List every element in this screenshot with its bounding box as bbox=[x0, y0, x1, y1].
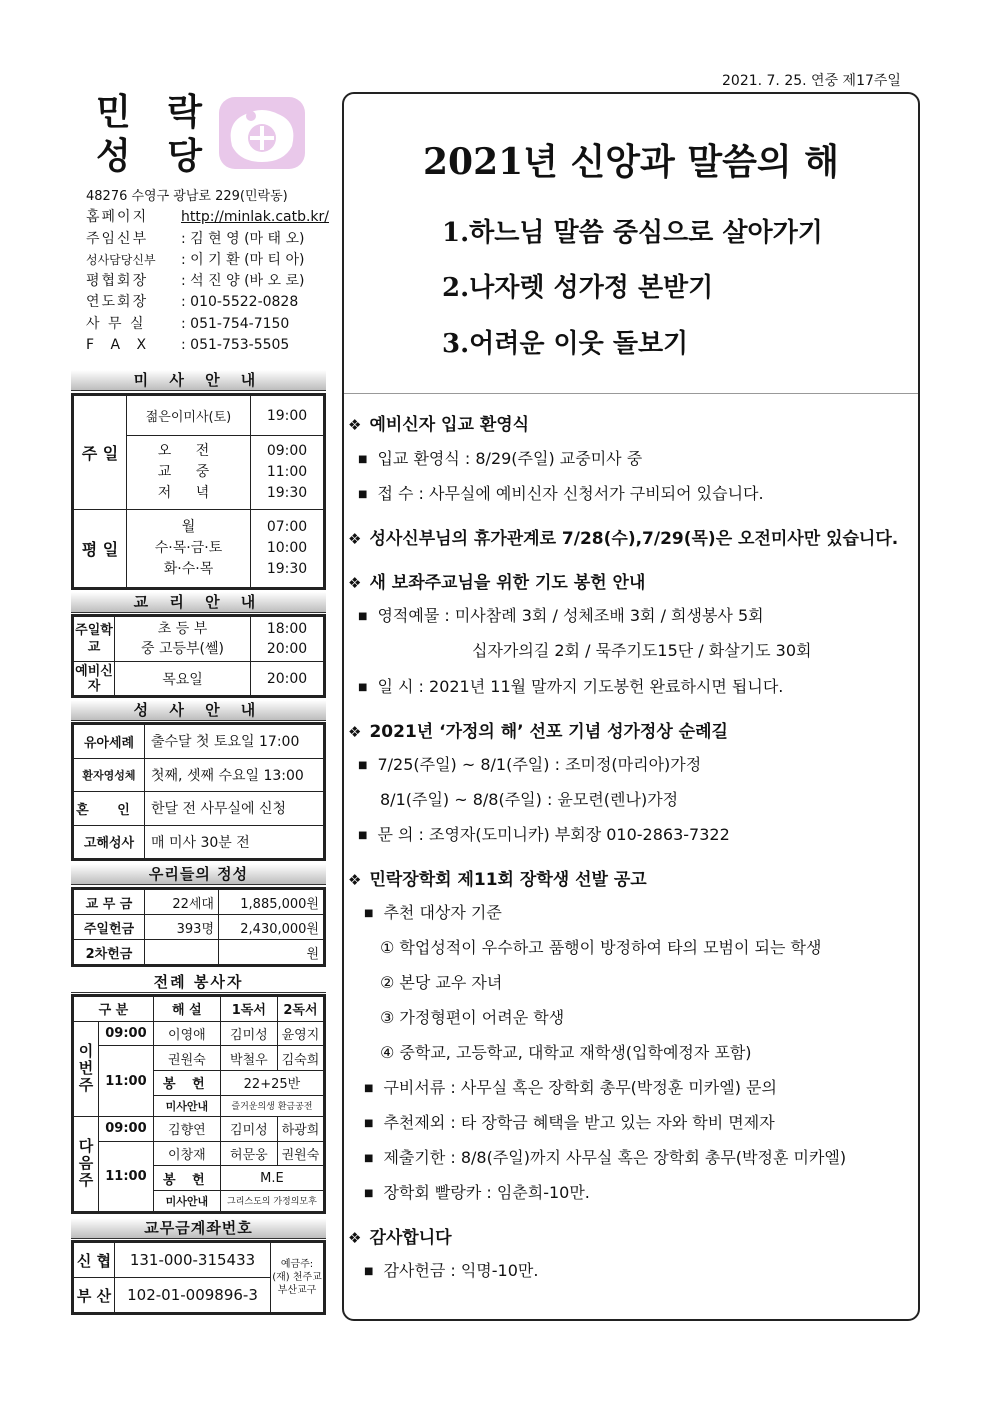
sacraments-heading: 성 사 안 내 bbox=[71, 700, 326, 721]
column-header: 2독서 bbox=[277, 997, 323, 1022]
catechism-heading: 교 리 안 내 bbox=[71, 592, 326, 613]
offertory-label: 봉 헌 bbox=[153, 1166, 220, 1191]
notice-item: ■ 영적예물 : 미사참례 3회 / 성체조배 3회 / 희생봉사 5회 bbox=[358, 603, 764, 626]
sunday-label: 주 일 bbox=[74, 396, 127, 510]
mass-time: 07:00 bbox=[266, 519, 308, 535]
sacrament-info: 한달 전 사무실에 신청 bbox=[145, 792, 324, 826]
criteria-item: ① 학업성적이 우수하고 품행이 방정하여 타의 모범이 되는 학생 bbox=[380, 938, 822, 957]
mass-time: 11:00 bbox=[266, 464, 308, 480]
this-week-label: 이번주 bbox=[74, 1021, 99, 1116]
server-name: 김미성 bbox=[220, 1116, 277, 1141]
notice-item: ■ 입교 환영식 : 8/29(주일) 교중미사 중 bbox=[358, 446, 642, 469]
server-name: 이창재 bbox=[153, 1141, 220, 1166]
goal-item: 2.나자렛 성가정 본받기 bbox=[442, 273, 714, 303]
catechumen-label: 예비신자 bbox=[75, 663, 113, 694]
info-value: : 051-753-5505 bbox=[181, 337, 290, 354]
mass-name: 월 bbox=[181, 519, 196, 535]
sacraments-table bbox=[71, 722, 326, 861]
server-name: 박철우 bbox=[220, 1046, 277, 1071]
account-table bbox=[71, 1240, 326, 1315]
goal-item: 3.어려운 이웃 돌보기 bbox=[442, 329, 689, 359]
notice-item: ■ 추천제외 : 타 장학금 혜택을 받고 있는 자와 학비 면제자 bbox=[364, 1110, 775, 1133]
class-time: 20:00 bbox=[266, 641, 308, 657]
usher-value: 즐거운의생 환금공전 bbox=[220, 1095, 323, 1116]
catechumen-day: 목요일 bbox=[115, 662, 251, 696]
bank-name: 부 산 bbox=[74, 1278, 115, 1313]
mass-name: 젊은이미사(토) bbox=[127, 396, 251, 436]
class-name: 중 고등부(쎌) bbox=[141, 641, 224, 657]
weekday-label: 평 일 bbox=[74, 510, 127, 588]
church-logo-icon bbox=[218, 96, 306, 170]
mass-name: 오 전 bbox=[157, 443, 220, 459]
notice-item: ■ 감사헌금 : 익명-10만. bbox=[364, 1258, 538, 1281]
church-name-line1: 민 락 bbox=[96, 91, 215, 133]
server-name: 권원숙 bbox=[153, 1046, 220, 1071]
server-name: 김숙희 bbox=[277, 1046, 323, 1071]
server-name: 하광희 bbox=[277, 1116, 323, 1141]
offering-heading: 우리들의 정성 bbox=[71, 864, 326, 885]
divider bbox=[344, 393, 918, 394]
info-label: F A X bbox=[86, 337, 153, 354]
mass-time: 09:00 bbox=[99, 1116, 154, 1141]
criteria-item: ③ 가정형편이 어려운 학생 bbox=[380, 1008, 565, 1027]
usher-label: 미사안내 bbox=[153, 1095, 220, 1116]
server-name: 이영애 bbox=[153, 1021, 220, 1046]
notice-item: ■ 구비서류 : 사무실 혹은 장학회 총무(박정훈 미카엘) 문의 bbox=[364, 1075, 777, 1098]
offertory-label: 봉 헌 bbox=[153, 1071, 220, 1096]
offering-count: 22세대 bbox=[145, 890, 219, 915]
notice-item: ■ 제출기한 : 8/8(주일)까지 사무실 혹은 장학회 총무(박정훈 미카엘) bbox=[364, 1145, 846, 1168]
usher-label: 미사안내 bbox=[153, 1190, 220, 1211]
next-week-label: 다음주 bbox=[74, 1116, 99, 1211]
mass-time: 11:00 bbox=[99, 1141, 154, 1211]
server-name: 김향연 bbox=[153, 1116, 220, 1141]
info-value: : 051-754-7150 bbox=[181, 315, 290, 332]
bulletin-date: 2021. 7. 25. 연중 제17주일 bbox=[722, 73, 901, 89]
info-label: 사 무 실 bbox=[86, 315, 146, 332]
mass-time: 09:00 bbox=[266, 443, 308, 459]
section-heading: ❖ 새 보좌주교님을 위한 기도 봉헌 안내 bbox=[348, 568, 645, 593]
notice-item-cont: 십자가의길 2회 / 묵주기도15단 / 화살기도 30회 bbox=[472, 641, 812, 660]
section-heading: ❖ 2021년 ‘가정의 해’ 선포 기념 성가정상 순례길 bbox=[348, 717, 728, 742]
info-label: 성사담당신부 bbox=[86, 252, 156, 267]
info-value: : 이 기 환 (마 티 아) bbox=[181, 251, 305, 268]
church-info bbox=[86, 186, 336, 356]
column-header: 1독서 bbox=[220, 997, 277, 1022]
mass-schedule-heading: 미 사 안 내 bbox=[71, 370, 326, 391]
notice-item: ■ 일 시 : 2021년 11월 말까지 기도봉헌 완료하시면 됩니다. bbox=[358, 674, 783, 697]
mass-time: 19:30 bbox=[266, 561, 308, 577]
criteria-item: ④ 중학교, 고등학교, 대학교 재학생(입학예정자 포함) bbox=[380, 1043, 752, 1062]
sacrament-info: 출수달 첫 토요일 17:00 bbox=[145, 725, 324, 759]
notice-item: ■ 문 의 : 조영자(도미니카) 부회장 010-2863-7322 bbox=[358, 822, 730, 845]
mass-time: 19:00 bbox=[251, 396, 324, 436]
mass-schedule-table bbox=[71, 393, 326, 590]
offering-name: 주일헌금 bbox=[74, 915, 145, 940]
info-value: : 010-5522-0828 bbox=[181, 294, 299, 311]
offering-table bbox=[71, 887, 326, 967]
usher-value: 그리스도의 가정의모후 bbox=[220, 1190, 323, 1211]
sunday-school-label: 주일학교 bbox=[74, 617, 115, 662]
info-value: : 김 현 영 (마 태 오) bbox=[181, 230, 305, 247]
class-name: 초 등 부 bbox=[157, 621, 208, 637]
offertory-value: M.E bbox=[220, 1166, 323, 1191]
bank-name: 신 협 bbox=[74, 1243, 115, 1278]
section-heading: ❖ 성사신부님의 휴가관계로 7/28(수),7/29(목)은 오전미사만 있습니다. bbox=[348, 524, 898, 549]
account-holder: 예금주: (재) 천주교 부산교구 bbox=[271, 1243, 324, 1313]
server-name: 윤영지 bbox=[277, 1021, 323, 1046]
mass-time: 09:00 bbox=[99, 1021, 154, 1046]
info-label: 주임신부 bbox=[86, 230, 149, 247]
year-theme-title: 2021년 신앙과 말씀의 해 bbox=[422, 141, 839, 183]
server-name: 김미성 bbox=[220, 1021, 277, 1046]
account-number: 131-000-315433 bbox=[115, 1243, 271, 1278]
sacrament-name: 고해성사 bbox=[74, 825, 145, 859]
info-label: 홈페이지 bbox=[86, 209, 149, 226]
server-name: 허문웅 bbox=[220, 1141, 277, 1166]
mass-time: 10:00 bbox=[266, 540, 308, 556]
servers-table bbox=[71, 994, 326, 1214]
offertory-value: 22+25반 bbox=[220, 1071, 323, 1096]
sacrament-info: 첫째, 셋째 수요일 13:00 bbox=[145, 758, 324, 792]
server-name: 권원숙 bbox=[277, 1141, 323, 1166]
sacrament-name: 유아세례 bbox=[74, 725, 145, 759]
offering-amount: 원 bbox=[219, 940, 324, 965]
offering-name: 교 무 금 bbox=[74, 890, 145, 915]
section-heading: ❖ 예비신자 입교 환영식 bbox=[348, 410, 529, 435]
mass-time: 19:30 bbox=[266, 485, 308, 501]
notice-item: ■ 7/25(주일) ~ 8/1(주일) : 조미정(마리아)가정 bbox=[358, 752, 701, 775]
mass-name: 화·수·목 bbox=[163, 561, 214, 577]
section-heading: ❖ 민락장학회 제11회 장학생 선발 공고 bbox=[348, 865, 647, 890]
account-heading: 교무금계좌번호 bbox=[71, 1218, 326, 1239]
catechumen-time: 20:00 bbox=[251, 662, 324, 696]
column-header: 해 설 bbox=[153, 997, 220, 1022]
notice-item: ■ 접 수 : 사무실에 예비신자 신청서가 구비되어 있습니다. bbox=[358, 481, 764, 504]
notice-item: ■ 추천 대상자 기준 bbox=[364, 900, 502, 923]
class-time: 18:00 bbox=[266, 621, 308, 637]
homepage-link[interactable]: http://minlak.catb.kr/ bbox=[181, 209, 329, 226]
offering-count bbox=[145, 940, 219, 965]
mass-name: 교 중 bbox=[157, 464, 220, 480]
info-label: 연도회장 bbox=[86, 294, 149, 311]
catechism-table bbox=[71, 614, 326, 698]
offering-name: 2차헌금 bbox=[74, 940, 145, 965]
info-value: : 석 진 양 (바 오 로) bbox=[181, 273, 305, 290]
church-name bbox=[96, 90, 214, 178]
mass-name: 저 녁 bbox=[157, 485, 220, 501]
info-label: 평협회장 bbox=[86, 273, 149, 290]
notice-item: ■ 장학회 빨랑카 : 임춘희-10만. bbox=[364, 1180, 590, 1203]
sacrament-info: 매 미사 30분 전 bbox=[145, 825, 324, 859]
column-header: 구 분 bbox=[74, 997, 154, 1022]
offering-amount: 2,430,000원 bbox=[219, 915, 324, 940]
offering-count: 393명 bbox=[145, 915, 219, 940]
church-address: 48276 수영구 광남로 229(민락동) bbox=[86, 189, 288, 204]
mass-time: 11:00 bbox=[99, 1046, 154, 1116]
servers-heading: 전례 봉사자 bbox=[71, 972, 326, 993]
church-name-line2: 성 당 bbox=[96, 135, 215, 177]
sacrament-name: 환자영성체 bbox=[74, 758, 145, 792]
notice-item-cont: 8/1(주일) ~ 8/8(주일) : 윤모련(렌나)가정 bbox=[380, 790, 679, 809]
section-heading: ❖ 감사합니다 bbox=[348, 1223, 452, 1248]
sacrament-name: 혼 인 bbox=[74, 792, 145, 826]
mass-name: 수·목·금·토 bbox=[154, 540, 223, 556]
goal-item: 1.하느님 말씀 중심으로 살아가기 bbox=[442, 218, 823, 248]
offering-amount: 1,885,000원 bbox=[219, 890, 324, 915]
criteria-item: ② 본당 교우 자녀 bbox=[380, 973, 503, 992]
account-number: 102-01-009896-3 bbox=[115, 1278, 271, 1313]
